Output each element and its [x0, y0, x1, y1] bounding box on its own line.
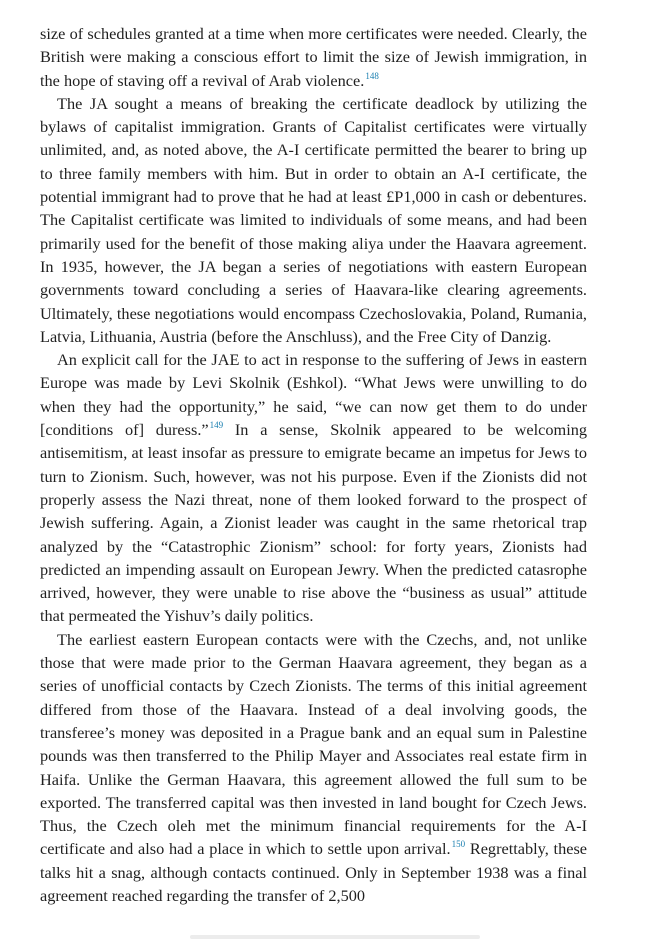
footnote-link-148[interactable]: 148 — [365, 70, 379, 81]
paragraph-text: In a sense, Skolnik appeared to be welcoming antisemitism, at least insofar as pressure to emigrate became an impetus for Jews to turn to Zionism. Such, however, was not his purpose. Even if the Zionists did not properly assess the Nazi threat, none of them looked forward to the prospect of Jewish suffering. Again, a Zionist leader was caught in the same rhetorical trap analyzed by the “Catastrophic Zionism” school: for forty years, Zionists had predicted an impending assault on European Jewry. When the predicted catasrophe arrived, however, they were unable to rise above the “business as usual” attitude that permeated the Yishuv’s daily politics. — [40, 420, 588, 626]
document-page — [40, 22, 587, 907]
paragraph-text: The earliest eastern European contacts were with the Czechs, and, not unlike those that were made prior to the German Haavara agreement, they began as a series of unofficial contacts by Czech Zionists. The terms of this initial agreement differed from those of the Haavara. Instead of a deal involving goods, the transferee’s money was deposited in a Prague bank and an equal sum in Palestine pounds was then transferred to the Philip Mayer and Associates real estate firm in Haifa. Unlike the German Haavara, this agreement allowed the full sum to be exported. The transferred capital was then invested in land bought for Czech Jews. Thus, the Czech oleh met the minimum financial requirements for the A-I certificate and also had a place in which to settle upon arrival. — [40, 629, 587, 859]
paragraph-text: size of schedules granted at a time when more certificates were needed. Clearly, the British were making a conscious effort to limit the size of Jewish immigration, in the hope of staving off a revival of Arab violence. — [40, 24, 587, 90]
paragraph-2 — [40, 92, 587, 348]
footnote-link-149[interactable]: 149 — [209, 420, 224, 431]
paragraph-1 — [40, 22, 587, 92]
page-scroll-indicator[interactable] — [190, 935, 480, 939]
paragraph-text: The JA sought a means of breaking the certificate deadlock by utilizing the bylaws of capitalist immigration. Grants of Capitalist certificates were virtually unlimited, and, as noted above, the A-I certificate permitted the bearer to bring up to three family members with him. But in order to obtain an A-I certificate, the potential immigrant had to prove that he had at least £P1,000 in cash or debentures. The Capitalist certificate was limited to individuals of some means, and had been primarily used for the benefit of those making aliya under the Haavara agreement. In 1935, however, the JA began a series of negotiations with eastern European governments toward concluding a series of Haavara-like clearing agreements. Ultimately, these negotiations would encompass Czechoslovakia, Poland, Rumania, Latvia, Lithuania, Austria (before the Anschluss), and the Free City of Danzig. — [40, 93, 587, 346]
paragraph-3 — [40, 348, 587, 628]
paragraph-text: Regrettably, these talks hit a snag, although contacts continued. Only in September 1938 was a final agreement reached regarding the transfer of 2,500 — [40, 839, 588, 905]
paragraph-text: An explicit call for the JAE to act in response to the suffering of Jews in eastern Europe was made by Levi Skolnik (Eshkol). “What Jews were unwilling to do when they had the opportunity,” he said, “we can now get them to do under [conditions of] duress.” — [40, 350, 587, 440]
footnote-link-150[interactable]: 150 — [451, 839, 466, 850]
paragraph-4 — [40, 628, 587, 908]
